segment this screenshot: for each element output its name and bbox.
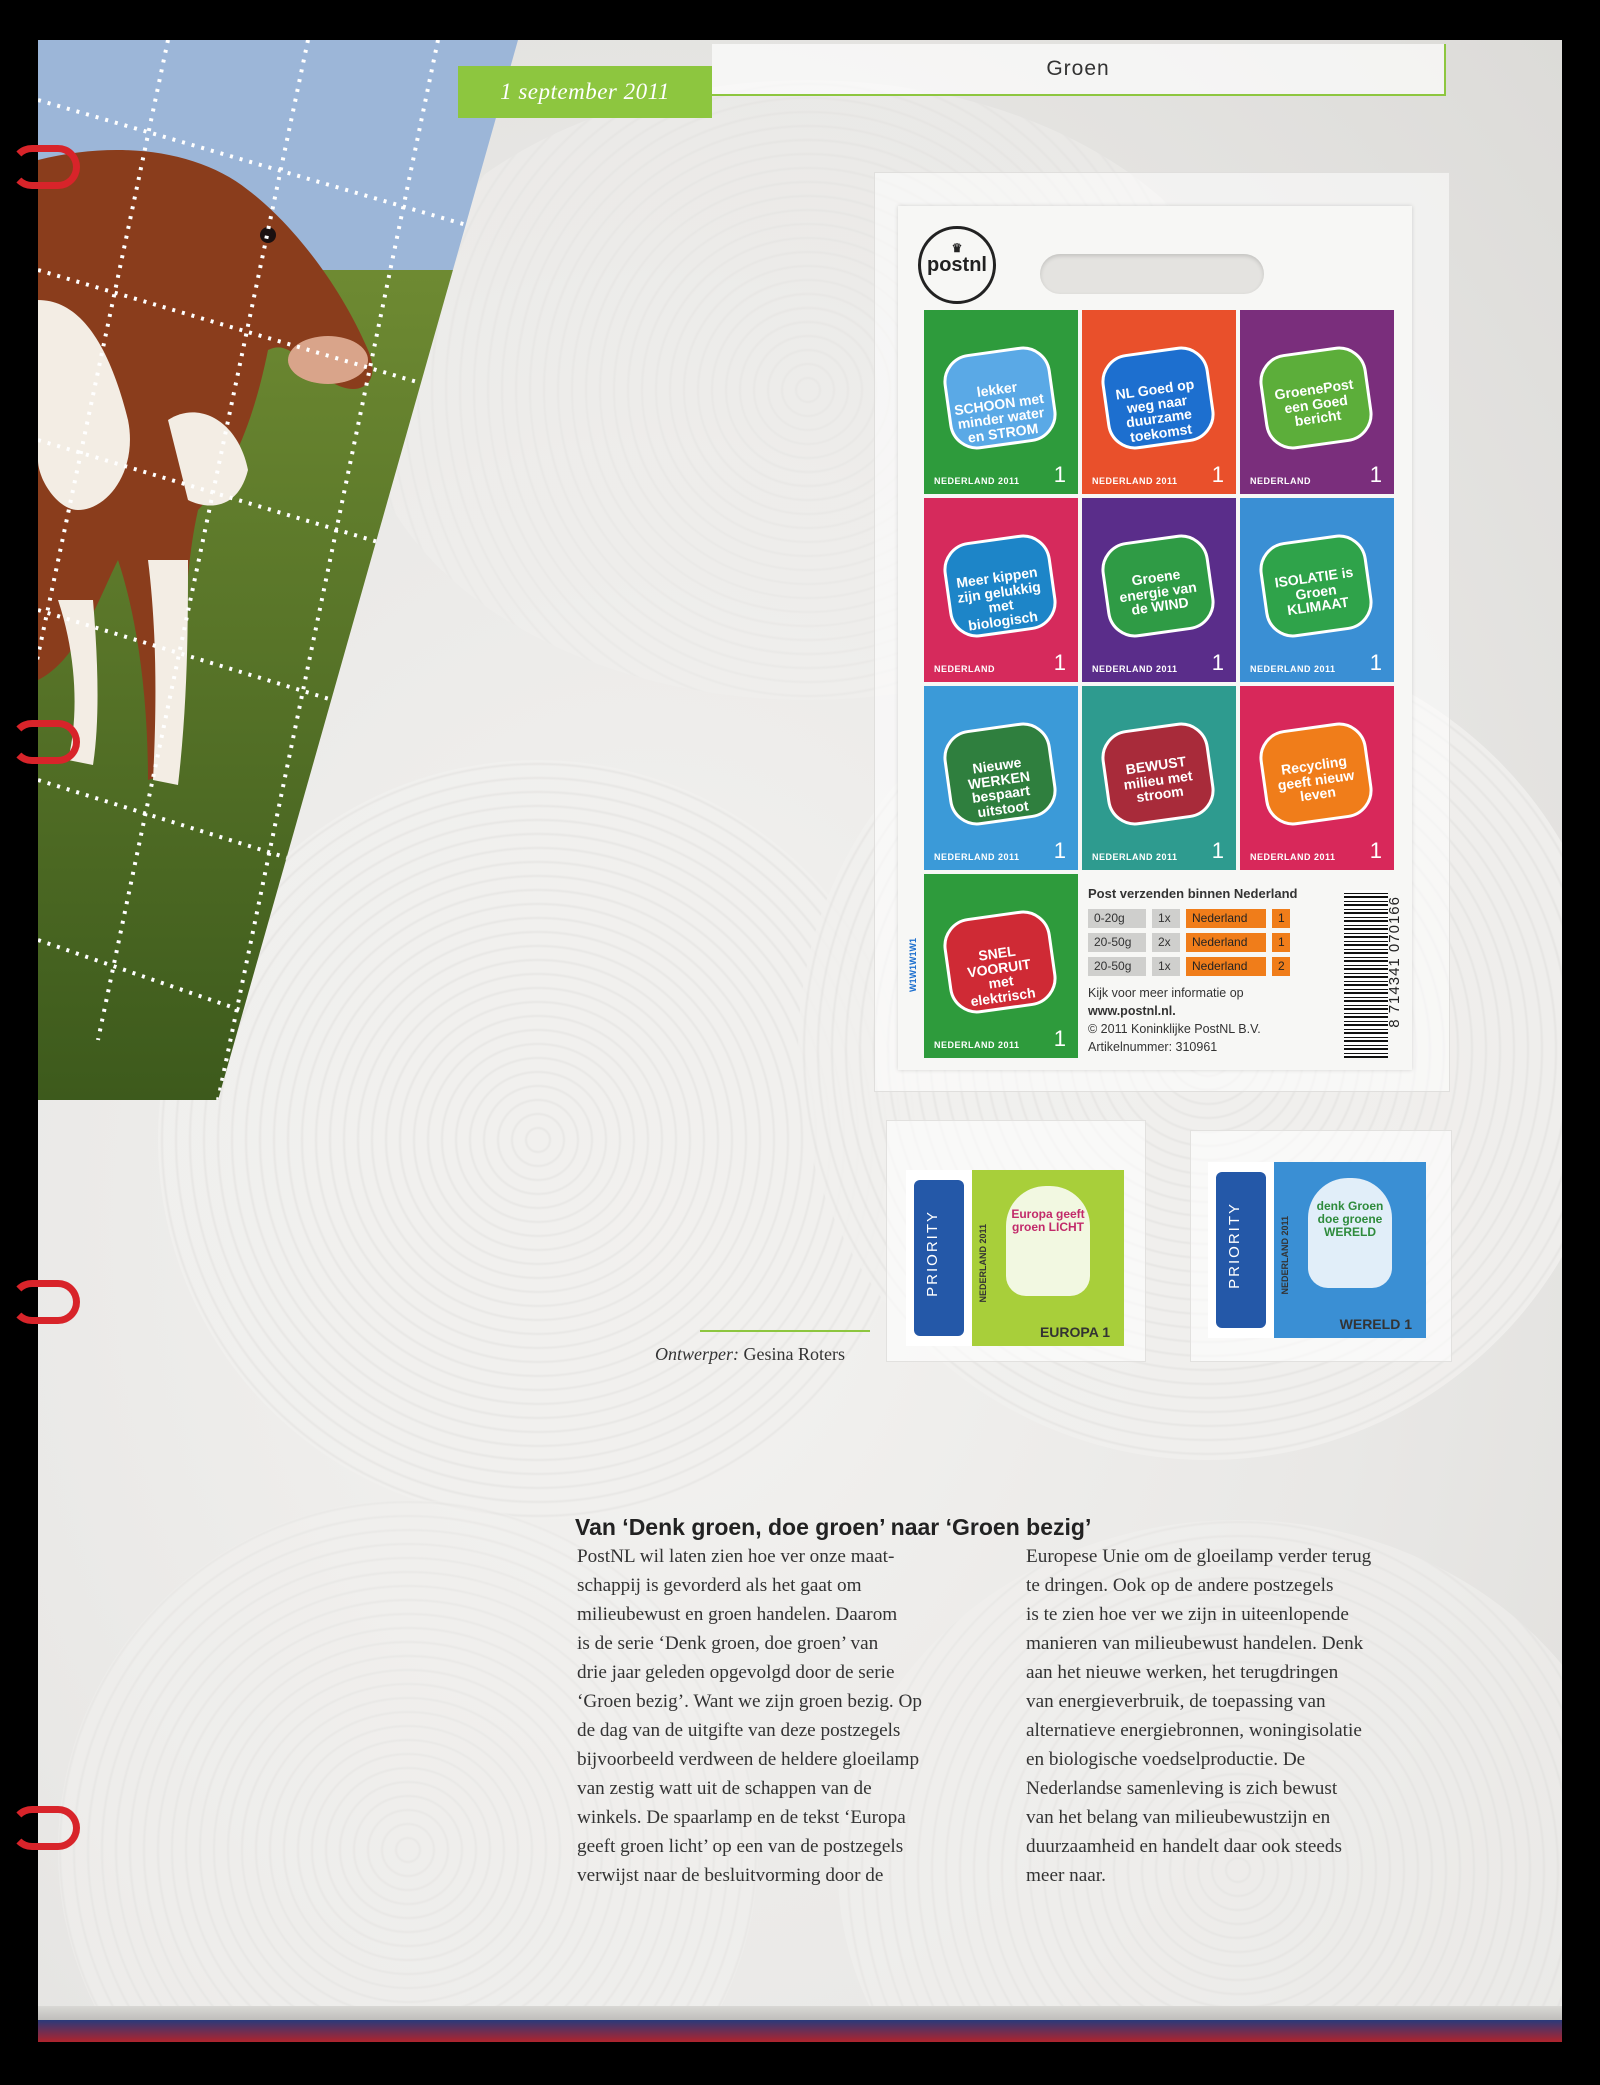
stamp-destination-text: EUROPA (1039, 1324, 1099, 1340)
priority-label (906, 1170, 972, 1346)
stamp-country: NEDERLAND 2011 (1092, 476, 1178, 486)
single-stamp (906, 1170, 1124, 1346)
designer-rule (700, 1330, 870, 1332)
stamp-face (972, 1170, 1124, 1346)
postnl-logo (918, 226, 996, 304)
article-column-2 (1026, 1542, 1426, 1890)
stamp (924, 498, 1078, 682)
stamp-value: 1 (1369, 838, 1382, 863)
rate-number: 1 (1272, 933, 1290, 952)
crown-icon: ♛ (951, 241, 963, 255)
section-title: Groen (712, 44, 1446, 96)
rate-row (1088, 933, 1388, 952)
stamp-words: Europa geeft groen LICHT (1011, 1207, 1085, 1235)
stamp-country: NEDERLAND 2011 (1250, 664, 1336, 674)
info-url: www.postnl.nl. (1088, 1004, 1176, 1018)
stamp-words: GroenePost een Goed bericht (1273, 375, 1355, 430)
binder-ring (10, 1806, 80, 1850)
stamp-value: 1 (1053, 838, 1066, 863)
stamp (1082, 686, 1236, 870)
stamp-words: Groene energie van de WIND (1118, 565, 1198, 619)
priority-label (1208, 1162, 1274, 1338)
stamp-face (1274, 1162, 1426, 1338)
stamp-value: 1 (1404, 1316, 1412, 1332)
designer-credit (655, 1344, 895, 1365)
stamp-words: Nieuwe WERKEN bespaart uitstoot (966, 753, 1031, 821)
info-line: Kijk voor meer informatie op (1088, 986, 1244, 1000)
stamp-value: 1 (1369, 650, 1382, 675)
stamp-words: denk Groen doe groene WERELD (1316, 1199, 1384, 1240)
stamp (1082, 498, 1236, 682)
rate-count: 2x (1152, 933, 1180, 952)
barcode-number: 8 714341 070166 (1386, 896, 1403, 1028)
stamp-country: NEDERLAND 2011 (1092, 852, 1178, 862)
article-column-1 (577, 1542, 977, 1890)
postage-info-heading: Post verzenden binnen Nederland (1088, 886, 1298, 901)
rate-row (1088, 957, 1388, 976)
article-text-col1: PostNL wil laten zien hoe ver onze maat- schappij is gevorderd als het gaat om milieubewust en groen handelen. Daarom is de serie ‘Denk groen, doe groen’ van drie jaar geleden opgevolgd door de serie ‘Groen bezig’. Want we zijn groen bezig. Op de dag van de uitgifte van deze postzegels bijvoorbeeld verdween de heldere gloeilamp van zestig watt uit de schappen van de winkels. De spaarlamp en de tekst ‘Europa geeft groen licht’ op een van de postzegels verwijst naar de besluitvorming door de (577, 1546, 922, 1886)
stamp-value: 1 (1211, 650, 1224, 675)
info-copyright: © 2011 Koninklijke PostNL B.V. (1088, 1022, 1261, 1036)
stamp-country: NEDERLAND (934, 664, 996, 674)
stamp (1240, 686, 1394, 870)
stamp-value: 1 (1211, 462, 1224, 487)
stamp-motif (1006, 1186, 1090, 1296)
rate-count: 1x (1152, 957, 1180, 976)
rate-weight: 0-20g (1088, 909, 1146, 928)
priority-text: PRIORITY (1226, 1202, 1243, 1289)
sheet-side-code: W1W1W1W1 (908, 938, 918, 992)
single-stamp (1208, 1162, 1426, 1338)
binder-ring (10, 720, 80, 764)
rate-destination: Nederland (1186, 909, 1266, 928)
stamp-country: NEDERLAND 2011 (1092, 664, 1178, 674)
article-text-col2: Europese Unie om de gloeilamp verder terug te dringen. Ook op de andere postzegels is te zien hoe ver we zijn in uiteenlopende manieren van milieubewust handelen. Denk aan het nieuwe werken, het terugdringen van energieverbruik, de toepassing van alternatieve energiebronnen, woningisolatie en biologische voedselproductie. De Nederlandse samenleving is zich bewust van het belang van milieubewustzijn en duurzaamheid en handelt daar ook steeds meer naar. (1026, 1546, 1372, 1886)
rate-weight: 20-50g (1088, 957, 1146, 976)
priority-text: PRIORITY (924, 1210, 941, 1297)
binder-ring (10, 145, 80, 189)
stamp-value: 1 (1053, 1026, 1066, 1051)
stamp-country: NEDERLAND 2011 (1250, 852, 1336, 862)
issue-date: 1 september 2011 (458, 66, 712, 118)
hang-hole (1040, 254, 1264, 294)
info-article-number: Artikelnummer: 310961 (1088, 1040, 1218, 1054)
designer-name: Gesina Roters (743, 1344, 845, 1364)
rate-destination: Nederland (1186, 957, 1266, 976)
stamp-words: Meer kippen zijn gelukkig met biologisch (955, 563, 1042, 634)
rate-row (1088, 909, 1388, 928)
rate-table (1088, 909, 1388, 976)
stamp (1082, 310, 1236, 494)
stamp-words: ISOLATIE is Groen KLIMAAT (1273, 563, 1355, 619)
stamp-words: NL Goed op weg naar duurzame toekomst (1114, 375, 1196, 446)
stamp (1240, 310, 1394, 494)
stamp-words: SNEL VOORUIT met elektrisch (966, 942, 1037, 1010)
stamp-country: NEDERLAND 2011 (1280, 1216, 1290, 1295)
page-edge (38, 2006, 1562, 2020)
stamp-destination (1340, 1316, 1412, 1332)
stamp-value: 1 (1369, 462, 1382, 487)
stamp (924, 310, 1078, 494)
stamp (924, 686, 1078, 870)
stamp-value: 1 (1053, 462, 1066, 487)
barcode (1344, 890, 1388, 1058)
stamp-words: Recycling geeft nieuw leven (1276, 752, 1356, 805)
stamp-value: 1 (1102, 1324, 1110, 1340)
stamp-words: lekker SCHOON met minder water en STROM (953, 378, 1046, 446)
stamp-value: 1 (1211, 838, 1224, 863)
binder-ring (10, 1280, 80, 1324)
stamp-destination-text: WERELD (1339, 1316, 1401, 1332)
postnl-logo-text: postnl (927, 253, 987, 276)
stamp-destination (1040, 1324, 1110, 1340)
stamp-value: 1 (1053, 650, 1066, 675)
article-title: Van ‘Denk groen, doe groen’ naar ‘Groen bezig’ (575, 1514, 1092, 1540)
stamp-words: BEWUST milieu met stroom (1122, 753, 1194, 806)
cow-photo-illustration (38, 40, 738, 1100)
stamp-sheet (898, 206, 1412, 1070)
stamp (1240, 498, 1394, 682)
page-bottom-strip (38, 2020, 1562, 2042)
rate-number: 2 (1272, 957, 1290, 976)
designer-label: Ontwerper: (655, 1344, 739, 1364)
stamp-country: NEDERLAND 2011 (934, 1040, 1020, 1050)
stamp (924, 874, 1078, 1058)
rate-number: 1 (1272, 909, 1290, 928)
stamp-country: NEDERLAND 2011 (934, 476, 1020, 486)
cow-photo (38, 40, 738, 1100)
rate-weight: 20-50g (1088, 933, 1146, 952)
stamp-country: NEDERLAND (1250, 476, 1312, 486)
postage-info (1088, 886, 1388, 1056)
rate-destination: Nederland (1186, 933, 1266, 952)
stamp-country: NEDERLAND 2011 (978, 1224, 988, 1303)
stamp-country: NEDERLAND 2011 (934, 852, 1020, 862)
rate-count: 1x (1152, 909, 1180, 928)
